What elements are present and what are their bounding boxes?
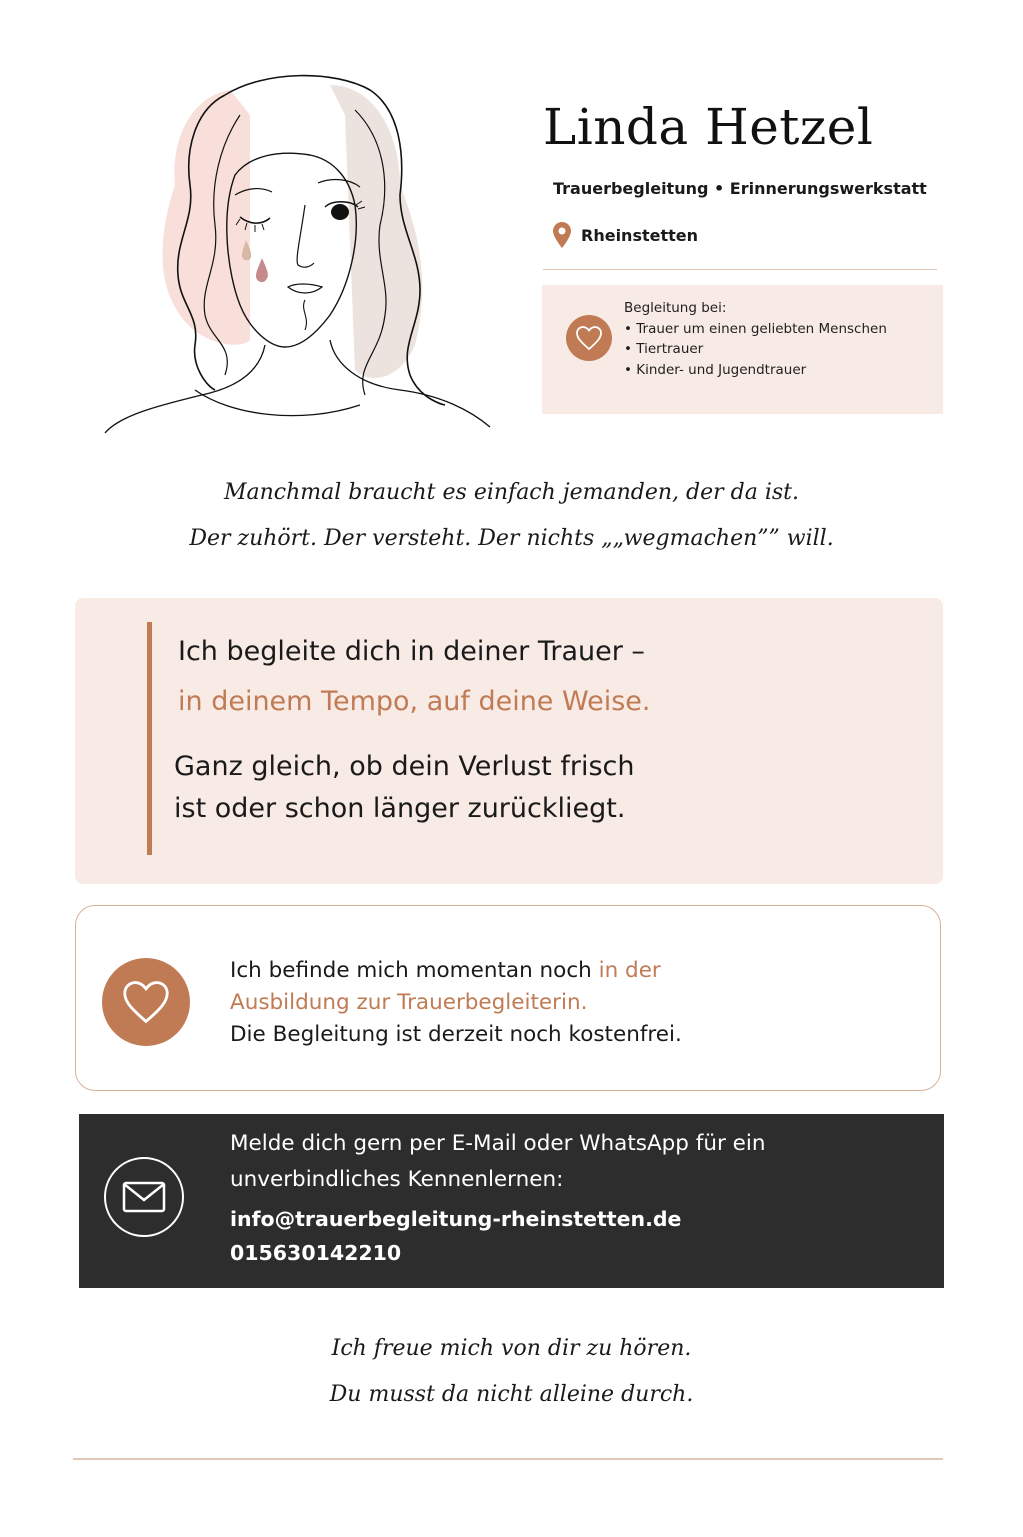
services-box bbox=[542, 285, 943, 414]
services-text bbox=[624, 298, 887, 380]
mail-icon bbox=[104, 1157, 184, 1237]
training-accent-2: Ausbildung zur Trauerbegleiterin. bbox=[230, 990, 588, 1015]
list-item: • Trauer um einen geliebten Menschen bbox=[624, 319, 887, 340]
services-title: Begleitung bei: bbox=[624, 300, 727, 316]
subtitle: Trauerbegleitung • Erinnerungswerkstatt bbox=[553, 179, 927, 198]
person-name: Linda Hetzel bbox=[543, 98, 874, 156]
training-accent-1: in der bbox=[598, 958, 661, 983]
location bbox=[553, 222, 698, 248]
promise-body-line-1: Ganz gleich, ob dein Verlust frisch bbox=[174, 751, 635, 782]
map-pin-icon bbox=[553, 222, 571, 248]
closing-quote-line-1: Ich freue mich von dir zu hören. bbox=[331, 1336, 692, 1361]
contact-text-line-2: unverbindliches Kennenlernen: bbox=[230, 1167, 564, 1192]
portrait-illustration bbox=[100, 55, 500, 435]
training-text-suffix: Die Begleitung ist derzeit noch kostenfrei. bbox=[230, 1022, 682, 1047]
promise-heading-accent: in deinem Tempo, auf deine Weise. bbox=[178, 686, 651, 717]
training-text bbox=[230, 955, 870, 1051]
promise-heading: Ich begleite dich in deiner Trauer – bbox=[178, 636, 645, 667]
list-item: • Kinder- und Jugendtrauer bbox=[624, 360, 887, 381]
promise-section bbox=[75, 598, 943, 884]
heart-icon bbox=[102, 958, 190, 1046]
contact-text-line-1: Melde dich gern per E-Mail oder WhatsApp für ein bbox=[230, 1131, 766, 1156]
contact-details bbox=[230, 1202, 681, 1270]
intro-quote bbox=[0, 470, 1023, 562]
training-text-prefix: Ich befinde mich momentan noch bbox=[230, 958, 599, 983]
promise-body bbox=[174, 746, 734, 830]
closing-quote-line-2: Du musst da nicht alleine durch. bbox=[329, 1382, 694, 1407]
heart-icon bbox=[566, 315, 612, 361]
intro-quote-line-2: Der zuhört. Der versteht. Der nichts „„wegmachen”” will. bbox=[189, 526, 834, 551]
contact-text bbox=[230, 1126, 930, 1198]
contact-section bbox=[79, 1114, 944, 1288]
location-text: Rheinstetten bbox=[581, 225, 698, 245]
intro-quote-line-1: Manchmal braucht es einfach jemanden, der da ist. bbox=[224, 480, 799, 505]
accent-bar bbox=[147, 622, 152, 855]
email-link[interactable]: info@trauerbegleitung-rheinstetten.de bbox=[230, 1207, 682, 1231]
footer-divider bbox=[73, 1458, 943, 1460]
list-item: • Tiertrauer bbox=[624, 339, 887, 360]
phone-link[interactable]: 015630142210 bbox=[230, 1241, 402, 1265]
services-list bbox=[624, 319, 887, 381]
training-notice bbox=[75, 905, 941, 1091]
closing-quote bbox=[0, 1326, 1023, 1418]
promise-body-line-2: ist oder schon länger zurückliegt. bbox=[174, 793, 626, 824]
header-divider bbox=[543, 269, 937, 270]
